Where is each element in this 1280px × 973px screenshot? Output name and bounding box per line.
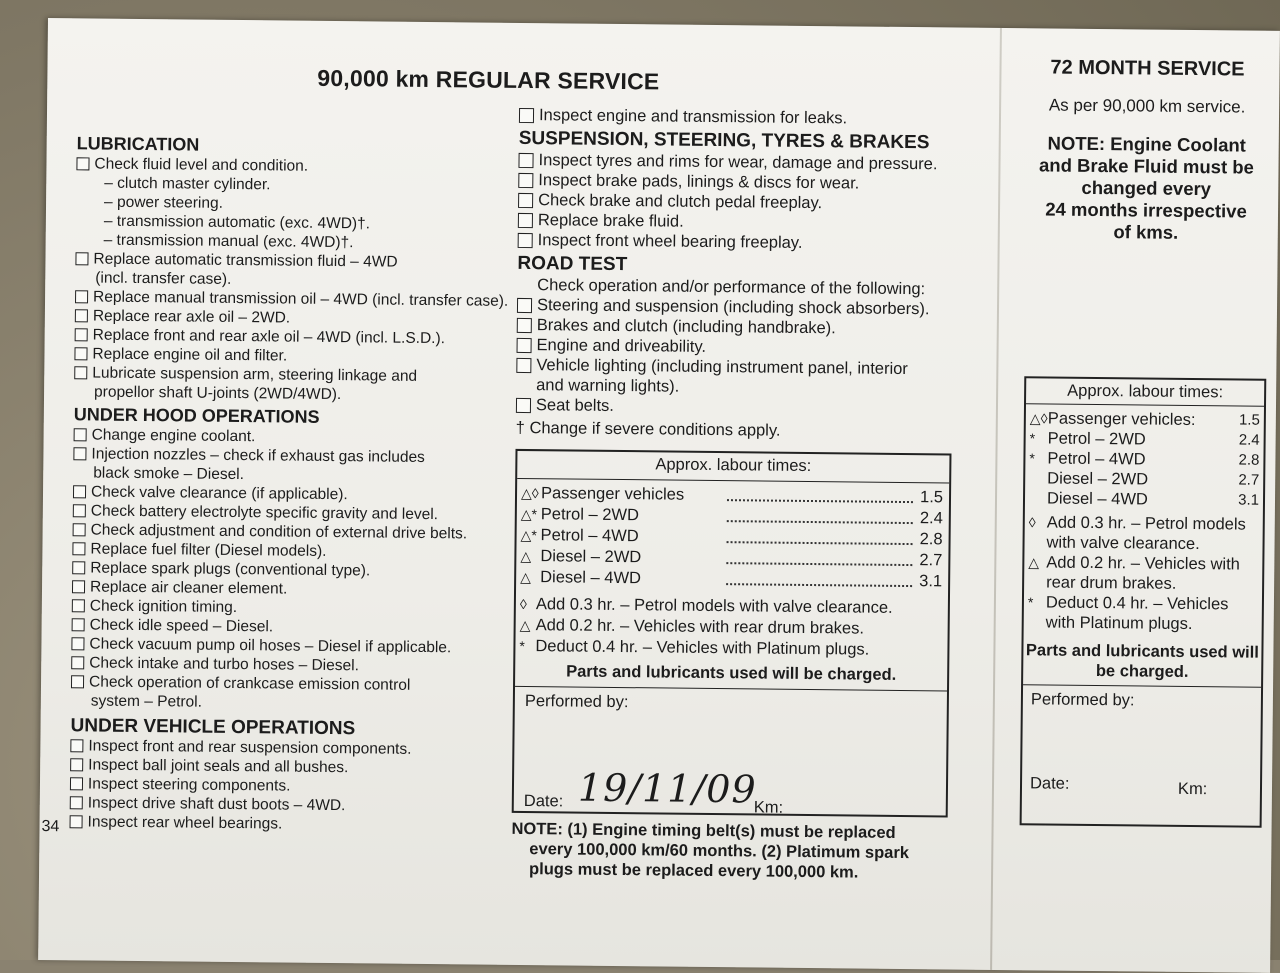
performed-by-field[interactable]: Performed by: — [524, 692, 629, 712]
labour-value: 2.8 — [1238, 451, 1260, 469]
km-label: Km: — [753, 798, 784, 817]
checkbox[interactable] — [71, 675, 84, 688]
labour-symbol: * — [1029, 450, 1035, 467]
checklist-item-text: Check adjustment and condition of external drive belts. — [90, 521, 468, 543]
labour-label: Petrol – 2WD — [540, 505, 640, 525]
checkbox[interactable] — [517, 338, 532, 353]
checkbox[interactable] — [75, 309, 88, 322]
labour-rows-72 — [1025, 404, 1264, 510]
checklist-item-text: Replace manual transmission oil – 4WD (incl. transfer case). — [92, 288, 509, 310]
labour-notes-72 — [1024, 508, 1263, 634]
checkbox[interactable] — [74, 347, 87, 360]
checklist-subitem: – transmission automatic (exc. 4WD)†. — [103, 212, 371, 233]
lubrication-list — [74, 154, 507, 405]
dot-leader — [727, 541, 913, 545]
checkbox[interactable] — [76, 157, 89, 170]
checklist-item-text: Brakes and clutch (including handbrake). — [536, 316, 836, 338]
note-text: Add 0.3 hr. – Petrol models with valve clearance. — [535, 595, 893, 617]
checklist-item-text: Steering and suspension (including shock absorbers). — [536, 296, 930, 319]
checkbox[interactable] — [73, 523, 86, 536]
note-text: Add 0.2 hr. – Vehicles with rear drum brakes. — [1046, 553, 1240, 593]
checklist-item-text: Check valve clearance (if applicable). — [90, 483, 348, 504]
checkbox[interactable] — [518, 193, 533, 208]
labour-times-box — [512, 449, 952, 818]
note-text: Add 0.2 hr. – Vehicles with rear drum brakes. — [535, 616, 865, 638]
checklist-item-text: Replace automatic transmission fluid – 4WD — [93, 250, 398, 271]
checklist-item-text: Check brake and clutch pedal freeplay. — [538, 191, 823, 213]
parts-charged-note: Parts and lubricants used will be charged. — [515, 661, 947, 692]
labour-note — [1024, 512, 1262, 554]
checkbox[interactable] — [517, 298, 532, 313]
dot-leader — [727, 520, 913, 524]
checklist-item-text: Check battery electrolyte specific gravity and level. — [90, 502, 439, 524]
labour-value: 2.7 — [1238, 471, 1260, 489]
under-vehicle-list — [69, 736, 500, 835]
timing-belt-note — [511, 819, 952, 884]
timing-belt-note-line2: every 100,000 km/60 months. (2) Platimum spark — [529, 840, 910, 863]
under-hood-list — [71, 425, 504, 714]
dot-leader — [727, 499, 913, 503]
timing-belt-note-line3: plugs must be replaced every 100,000 km. — [529, 860, 859, 882]
suspension-heading: SUSPENSION, STEERING, TYRES & BRAKES — [518, 127, 930, 154]
labour-label: Passenger vehicles: — [1047, 409, 1196, 430]
note-symbol: ◊ — [1028, 514, 1036, 531]
checkbox[interactable] — [72, 599, 85, 612]
checklist-item-text: Vehicle lighting (including instrument panel, interior — [536, 356, 908, 379]
labour-value: 2.4 — [919, 509, 943, 528]
labour-label: Petrol – 4WD — [1047, 449, 1146, 469]
checklist-item-text: Check vacuum pump oil hoses – Diesel if applicable. — [89, 635, 452, 657]
checklist-subitem: – transmission manual (exc. 4WD)†. — [103, 231, 354, 252]
checkbox[interactable] — [75, 252, 88, 265]
checkbox[interactable] — [70, 796, 83, 809]
checklist-item-text: Inspect ball joint seals and all bushes. — [88, 756, 349, 777]
checklist-item-text: Check intake and turbo hoses – Diesel. — [89, 654, 360, 675]
checklist-item-continuation: propellor shaft U-joints (2WD/4WD). — [93, 383, 342, 404]
timing-belt-note-line1: NOTE: (1) Engine timing belt(s) must be replaced — [511, 819, 896, 842]
checklist-item-text: Replace engine oil and filter. — [92, 345, 288, 365]
road-test-intro: Check operation and/or performance of the following: — [537, 276, 926, 299]
labour-symbol: △* — [520, 505, 538, 523]
checklist-item-text: Injection nozzles – check if exhaust gas includes — [91, 445, 425, 466]
date-label-72: Date: — [1029, 774, 1070, 793]
note-symbol: ◊ — [519, 595, 527, 613]
checkbox[interactable] — [73, 504, 86, 517]
labour-symbol: △ — [520, 547, 532, 565]
coolant-note-line: 24 months irrespective — [1045, 198, 1247, 222]
checklist-item-text: Seat belts. — [535, 396, 615, 415]
labour-value: 2.4 — [1238, 431, 1260, 449]
checklist-item-text: Check idle speed – Diesel. — [89, 616, 274, 636]
note-symbol: △ — [1028, 554, 1040, 571]
labour-value: 1.5 — [1238, 411, 1260, 429]
severe-conditions-footnote: † Change if severe conditions apply. — [515, 418, 781, 440]
checklist-item-text: Inspect tyres and rims for wear, damage and pressure. — [538, 151, 938, 174]
page-title: 90,000 km REGULAR SERVICE — [317, 64, 660, 95]
checkbox[interactable] — [75, 328, 88, 341]
checklist-item-text: Check fluid level and condition. — [94, 155, 309, 175]
note-symbol: * — [1027, 594, 1034, 611]
checklist-item-text: Change engine coolant. — [91, 426, 256, 446]
checklist-item-text: Replace front and rear axle oil – 4WD (incl. L.S.D.). — [92, 326, 446, 348]
coolant-note-line: of kms. — [1113, 221, 1179, 243]
km-label-72: Km: — [1177, 779, 1208, 799]
labour-notes — [515, 588, 948, 662]
checkbox[interactable] — [71, 637, 84, 650]
dot-leader — [726, 583, 912, 587]
note-symbol: * — [519, 637, 525, 655]
column-left — [69, 130, 509, 835]
checklist-item-text: Check operation of crankcase emission control — [88, 673, 411, 694]
checkbox[interactable] — [518, 173, 533, 188]
suspension-list — [518, 150, 979, 255]
labour-note — [1024, 552, 1262, 594]
checkbox[interactable] — [72, 542, 85, 555]
labour-row — [1025, 488, 1263, 510]
column-right — [1026, 58, 1268, 245]
road-test-heading: ROAD TEST — [517, 252, 628, 276]
checklist-item-text: Replace rear axle oil – 2WD. — [92, 307, 291, 327]
72-month-title: 72 MONTH SERVICE — [1050, 56, 1245, 81]
labour-label: Diesel – 2WD — [540, 547, 642, 567]
labour-symbol: △◊ — [1029, 410, 1048, 427]
checkbox[interactable] — [72, 618, 85, 631]
labour-times-header-72: Approx. labour times: — [1026, 378, 1264, 406]
checklist-item-text: Inspect engine and transmission for leaks. — [538, 106, 848, 128]
labour-note — [1024, 592, 1262, 634]
checkbox[interactable] — [516, 398, 531, 413]
checkbox[interactable] — [70, 739, 83, 752]
checkbox[interactable] — [518, 233, 533, 248]
checklist-item-text: Inspect front wheel bearing freeplay. — [537, 231, 803, 252]
checkbox[interactable] — [517, 318, 532, 333]
checklist-item[interactable] — [519, 105, 979, 130]
column-middle — [516, 105, 979, 443]
labour-value: 2.8 — [919, 530, 943, 549]
labour-row — [1025, 468, 1263, 490]
checkbox[interactable] — [71, 656, 84, 669]
checklist-subitem: – clutch master cylinder. — [104, 174, 271, 194]
checklist-item-continuation: black smoke – Diesel. — [93, 464, 245, 484]
lubrication-heading: LUBRICATION — [76, 133, 200, 155]
labour-value: 3.1 — [919, 572, 943, 591]
checkbox[interactable] — [516, 358, 531, 373]
labour-value: 3.1 — [1238, 491, 1260, 509]
labour-symbol: △◊ — [520, 484, 539, 502]
labour-note — [515, 636, 947, 662]
parts-charged-note-72: Parts and lubricants used will be charged. — [1023, 640, 1261, 687]
checklist-item-text: Inspect front and rear suspension components. — [88, 737, 412, 758]
checkbox[interactable] — [518, 213, 533, 228]
labour-label: Diesel – 4WD — [1046, 489, 1148, 509]
coolant-note-line: NOTE: Engine Coolant — [1047, 132, 1247, 156]
checklist-subitem: – power steering. — [103, 193, 224, 212]
checkbox[interactable] — [518, 153, 533, 168]
under-hood-heading: UNDER HOOD OPERATIONS — [73, 404, 320, 427]
labour-value: 1.5 — [919, 488, 944, 507]
labour-label: Diesel – 2WD — [1047, 469, 1149, 489]
labour-times-header: Approx. labour times: — [517, 451, 949, 484]
labour-symbol: △ — [520, 568, 532, 586]
checkbox[interactable] — [74, 428, 87, 441]
labour-row — [1026, 428, 1264, 450]
labour-row — [1025, 448, 1263, 470]
checklist-item-text: Inspect drive shaft dust boots – 4WD. — [87, 794, 346, 815]
checkbox[interactable] — [70, 758, 83, 771]
checkbox[interactable] — [75, 290, 88, 303]
performed-by-field-72[interactable]: Performed by: — [1030, 690, 1135, 710]
checklist-item[interactable] — [516, 395, 976, 420]
note-symbol: △ — [519, 616, 531, 634]
checklist-item-text: Inspect brake pads, linings & discs for wear. — [538, 171, 860, 193]
date-label: Date: — [523, 792, 564, 811]
as-per-note: As per 90,000 km service. — [1048, 95, 1246, 117]
date-km-row-72 — [1022, 763, 1260, 799]
labour-times-box-72 — [1020, 376, 1267, 828]
checkbox[interactable] — [74, 366, 87, 379]
note-text: Deduct 0.4 hr. – Vehicles with Platinum plugs. — [535, 637, 870, 659]
dot-leader — [726, 562, 912, 566]
labour-rows — [516, 479, 949, 593]
checklist-item-text: Replace fuel filter (Diesel models). — [90, 540, 327, 560]
checklist-item-text: Lubricate suspension arm, steering linkage and — [92, 364, 418, 385]
checklist-item-text: Check ignition timing. — [89, 597, 238, 617]
checklist-item[interactable] — [518, 230, 978, 255]
checkbox[interactable] — [72, 561, 85, 574]
road-test-list — [516, 295, 977, 420]
labour-symbol: * — [1029, 430, 1036, 447]
checkbox[interactable] — [73, 447, 86, 460]
labour-label: Petrol – 2WD — [1047, 429, 1146, 449]
checklist-item-continuation: (incl. transfer case). — [95, 269, 232, 288]
page-number: 34 — [41, 817, 60, 836]
note-text: Add 0.3 hr. – Petrol models with valve clearance. — [1046, 513, 1246, 554]
labour-value: 2.7 — [919, 551, 943, 570]
checkbox[interactable] — [73, 485, 86, 498]
note-text: Deduct 0.4 hr. – Vehicles with Platinum plugs. — [1045, 593, 1229, 634]
coolant-note-line: changed every — [1081, 176, 1212, 200]
checklist-item-text: Replace air cleaner element. — [89, 578, 288, 598]
checklist-item-continuation: system – Petrol. — [90, 692, 203, 711]
checkbox[interactable] — [72, 580, 85, 593]
labour-label: Passenger vehicles — [540, 484, 685, 504]
checklist-item-text: Replace spark plugs (conventional type). — [90, 559, 371, 580]
labour-label: Diesel – 4WD — [540, 568, 642, 588]
service-booklet-page — [38, 18, 1280, 973]
checklist-item-text: Inspect steering components. — [87, 775, 291, 795]
checkbox[interactable] — [70, 815, 83, 828]
checklist-item-text: Inspect rear wheel bearings. — [87, 813, 283, 833]
checklist-item[interactable] — [69, 812, 499, 836]
checklist-item-text: Replace brake fluid. — [537, 211, 684, 231]
checklist-item-continuation: and warning lights). — [536, 376, 680, 396]
coolant-brake-note — [1026, 132, 1267, 245]
labour-row — [1026, 408, 1264, 430]
checkbox[interactable] — [519, 108, 534, 123]
coolant-note-line: and Brake Fluid must be — [1038, 154, 1255, 178]
checklist-item-text: Engine and driveability. — [536, 336, 707, 356]
page-fold — [990, 28, 1002, 970]
under-vehicle-heading: UNDER VEHICLE OPERATIONS — [70, 715, 356, 740]
checkbox[interactable] — [70, 777, 83, 790]
labour-label: Petrol – 4WD — [540, 526, 639, 546]
handwritten-date[interactable]: 19/11/09 — [577, 765, 757, 812]
labour-symbol: △* — [520, 526, 537, 544]
